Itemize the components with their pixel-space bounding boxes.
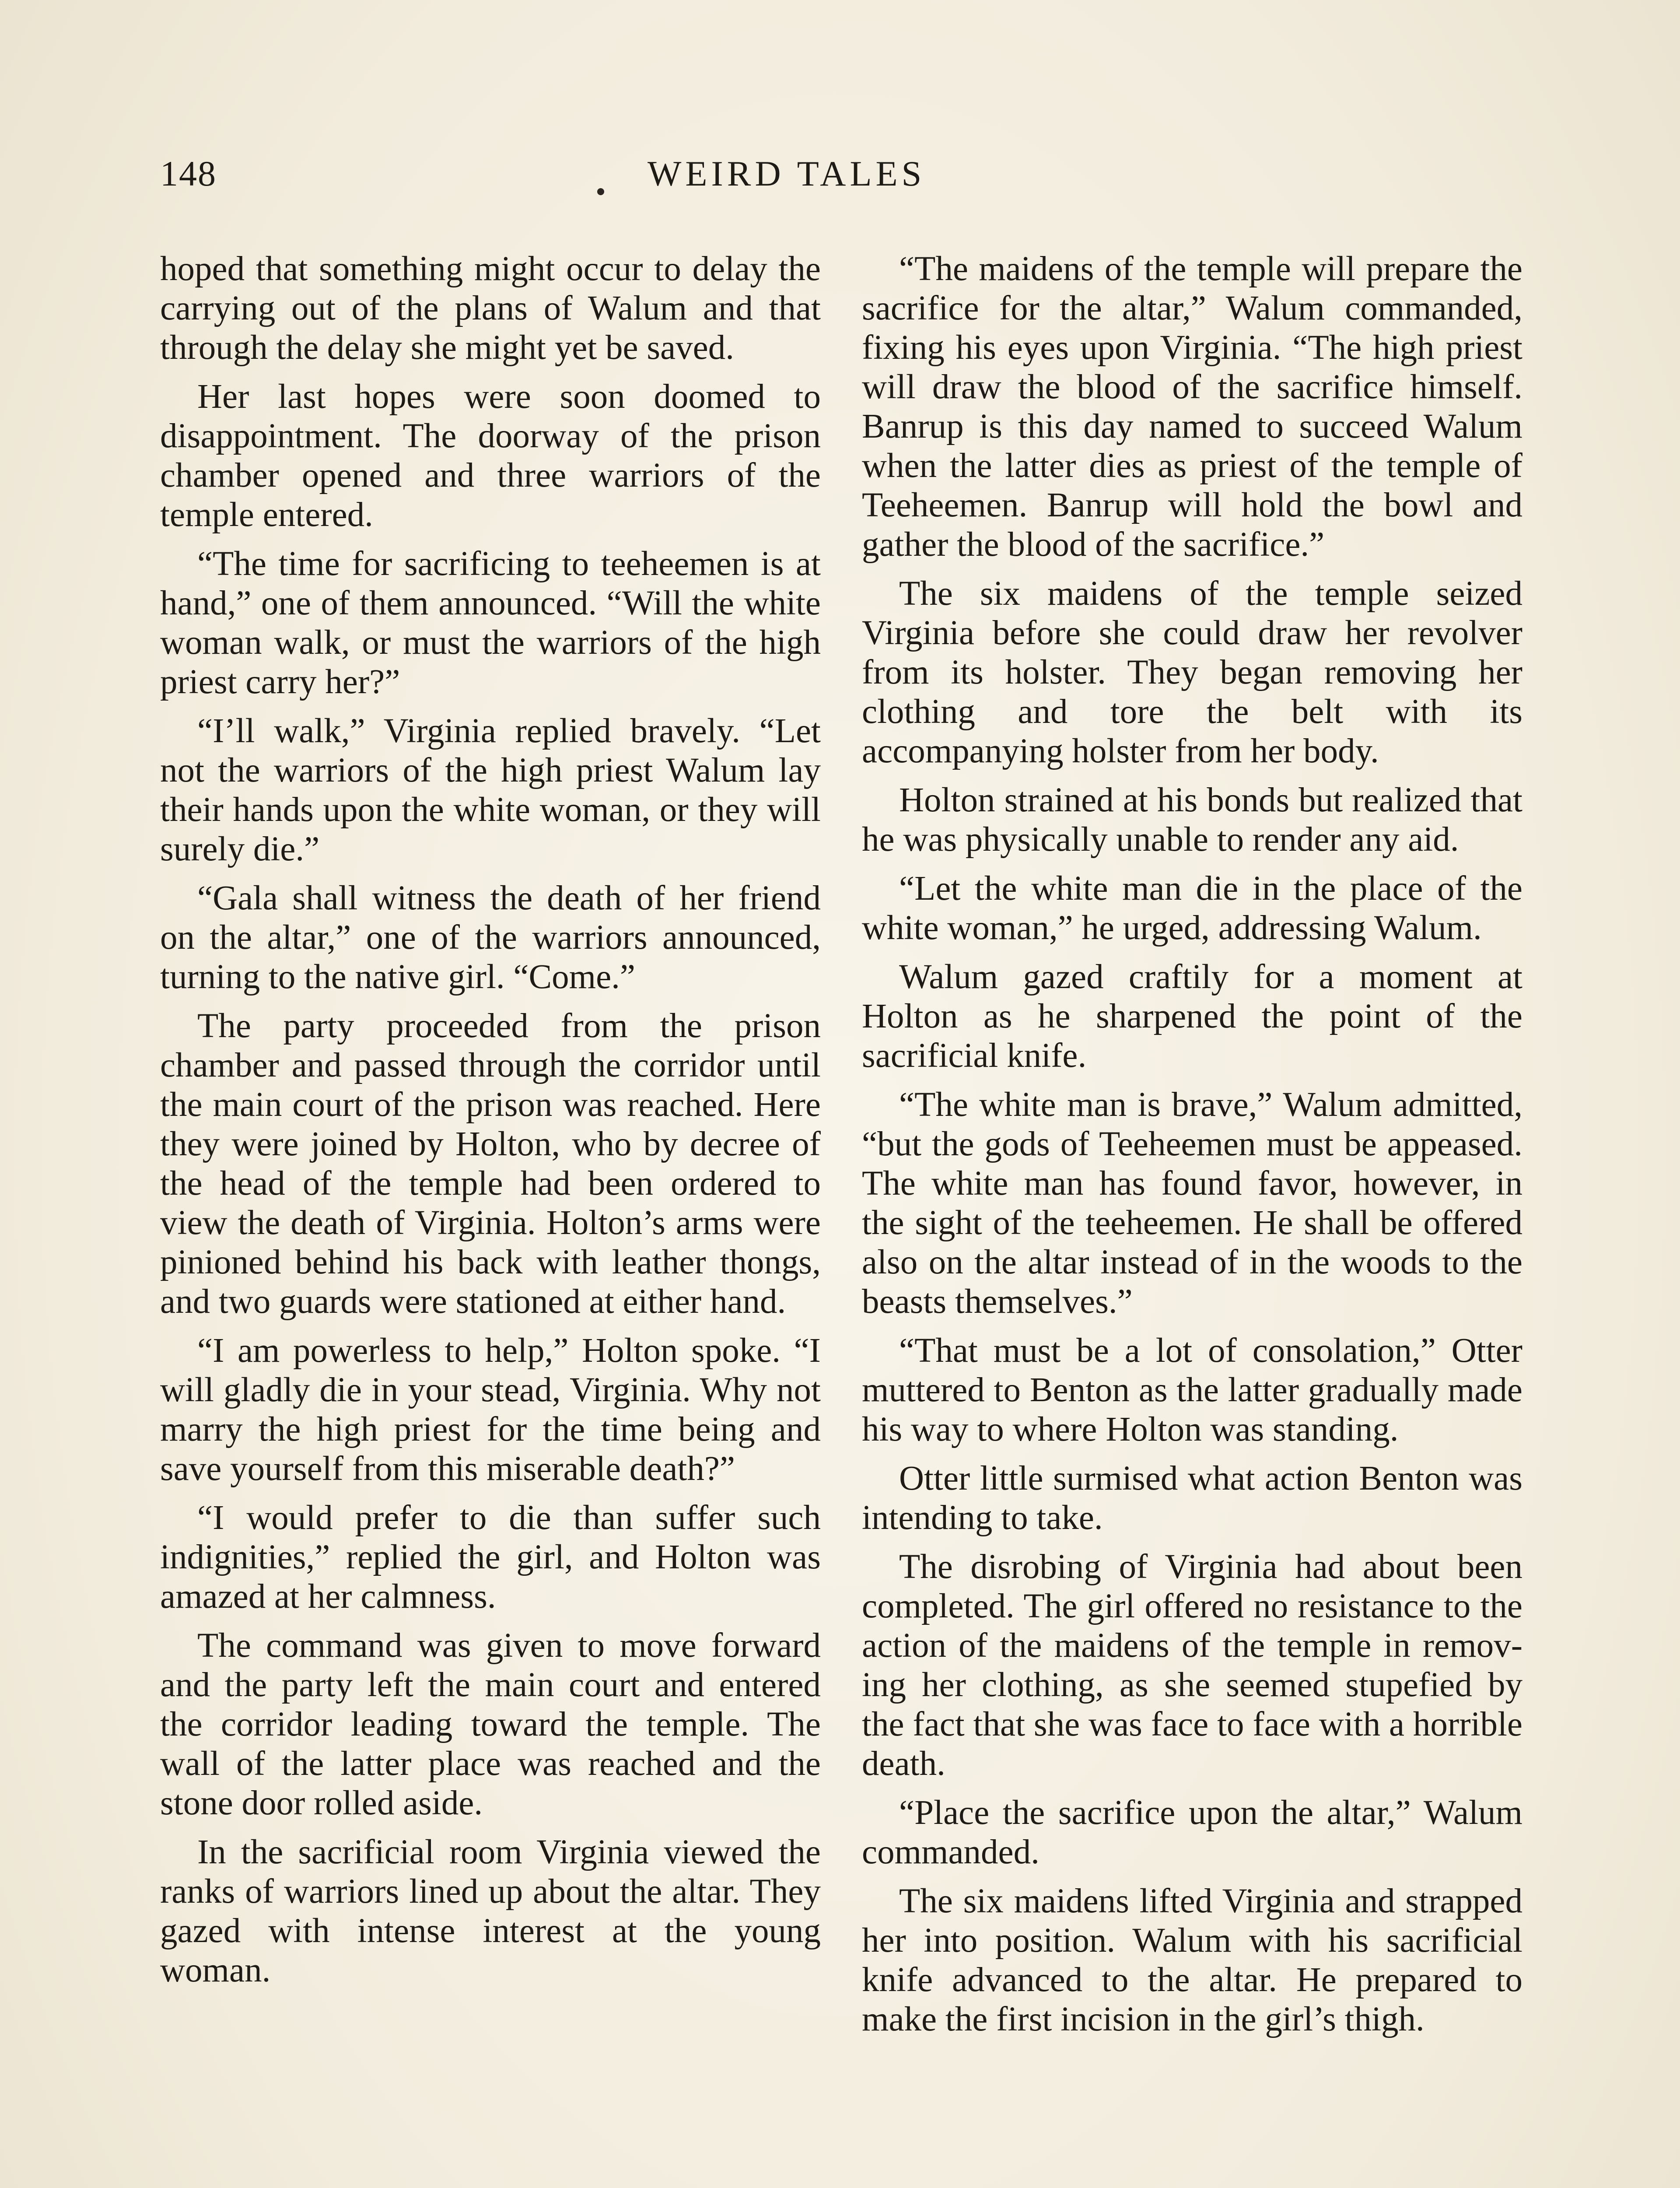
paragraph: Walum gazed craftily for a moment at Holton as he sharpened the point of the sacrificial knife. [862, 958, 1522, 1075]
paragraph: The party proceeded from the prison chamber and passed through the corridor until the main court of the prison was reached. Here they were joined by Holton, who by decree of the head of the temple had been ordered to view the death of Virginia. Holton’s arms were pinioned behind his back with leather thongs, and two guards were stationed at either hand. [160, 1007, 821, 1321]
paragraph: “The time for sacrificing to teeheemen is at hand,” one of them announced. “Will the white woman walk, or must the warriors of the high priest carry her?” [160, 545, 821, 701]
paragraph: The six maidens lifted Virginia and strapped her into position. Walum with his sacrificial knife advanced to the altar. He prepared to make the first incision in the girl’s thigh. [862, 1882, 1522, 2038]
paragraph: “I would prefer to die than suffer such indignities,” replied the girl, and Holton was amazed at her calmness. [160, 1499, 821, 1616]
paragraph: The command was given to move forward and the party left the main court and entered the corridor leading toward the temple. The wall of the latter place was reached and the stone door rolled aside. [160, 1627, 821, 1822]
paragraph: Holton strained at his bonds but realized that he was physically unable to render any aid. [862, 781, 1522, 859]
running-title: WEIRD TALES [648, 154, 926, 193]
paragraph: “That must be a lot of consolation,” Otter muttered to Benton as the latter gradually made his way to where Holton was standing. [862, 1332, 1522, 1448]
header-ornament-dot [597, 188, 604, 195]
paragraph: In the sacrificial room Virginia viewed the ranks of warriors lined up about the altar. They gazed with intense interest at the young woman. [160, 1833, 821, 1989]
paragraph: “Gala shall witness the death of her friend on the altar,” one of the warriors announced, turning to the native girl. “Come.” [160, 879, 821, 996]
paragraph: “Place the sacrifice upon the altar,” Walum commanded. [862, 1794, 1522, 1871]
paragraph: Her last hopes were soon doomed to disappointment. The doorway of the prison chamber opened and three warriors of the temple entered. [160, 378, 821, 534]
paragraph: hoped that something might occur to delay the carrying out of the plans of Walum and that through the delay she might yet be saved. [160, 250, 821, 367]
left-column [160, 249, 821, 2000]
paragraph: “The white man is brave,” Walum admitted, “but the gods of Teeheemen must be appeased. The white man has found favor, however, in the sight of the teeheemen. He shall be offered also on the altar instead of in the woods to the beasts themselves.” [862, 1086, 1522, 1321]
paragraph: “I am powerless to help,” Holton spoke. “I will gladly die in your stead, Virginia. Why not marry the high priest for the time being and save yourself from this miserable death?” [160, 1332, 821, 1488]
page-number: 148 [160, 154, 217, 193]
paragraph: “I’ll walk,” Virginia replied bravely. “Let not the warriors of the high priest Walum lay their hands upon the white woman, or they will surely die.” [160, 712, 821, 868]
paragraph: The disrobing of Virginia had about been completed. The girl offered no resistance to the action of the maidens of the temple in removing her clothing, as she seemed stupefied by the fact that she was face to face with a horrible death. [862, 1548, 1522, 1783]
paragraph: “Let the white man die in the place of the white woman,” he urged, addressing Walum. [862, 870, 1522, 947]
paragraph: “The maidens of the temple will prepare the sacrifice for the altar,” Walum commanded, fixing his eyes upon Virginia. “The high priest will draw the blood of the sacrifice himself. Banrup is this day named to succeed Walum when the latter dies as priest of the temple of Teeheemen. Banrup will hold the bowl and gather the blood of the sacrifice.” [862, 250, 1522, 564]
paragraph: Otter little surmised what action Benton was intending to take. [862, 1459, 1522, 1537]
right-column [862, 249, 1522, 2049]
paragraph: The six maidens of the temple seized Virginia before she could draw her revolver from its holster. They began removing her clothing and tore the belt with its accompanying holster from her body. [862, 575, 1522, 770]
page-header [0, 153, 1680, 206]
